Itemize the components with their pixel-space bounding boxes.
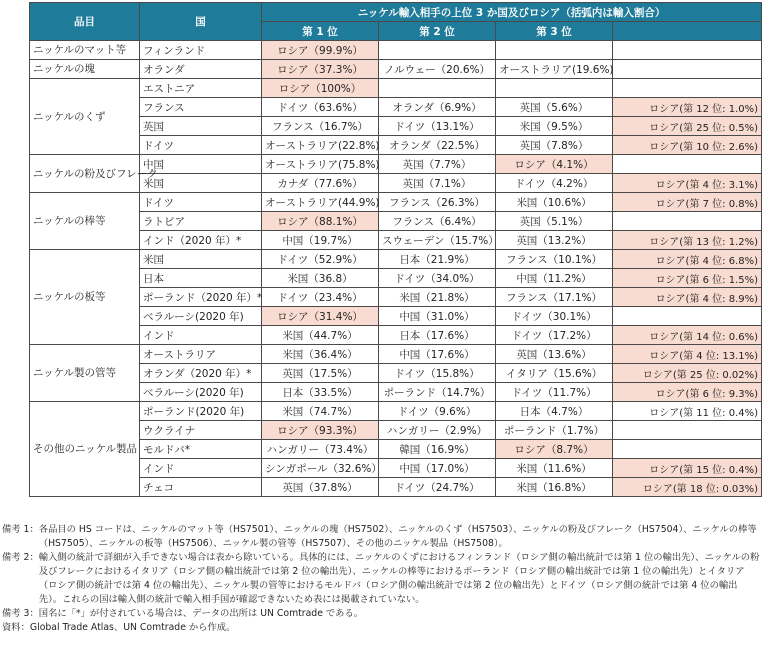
russia-rank-cell: [613, 440, 762, 459]
table-row: [30, 117, 762, 136]
russia-rank-cell: ロシア(第 11 位: 0.4%): [613, 402, 762, 421]
country-cell: エストニア: [140, 79, 262, 98]
table-row: [30, 193, 762, 212]
rank2-cell: フランス（26.3%）: [379, 193, 496, 212]
rank1-cell: ドイツ（23.4%）: [262, 288, 379, 307]
table-row: [30, 440, 762, 459]
rank2-cell: ドイツ（24.7%）: [379, 478, 496, 497]
country-cell: オーストラリア: [140, 345, 262, 364]
rank1-cell: 英国（17.5%）: [262, 364, 379, 383]
russia-rank-cell: ロシア(第 6 位: 9.3%): [613, 383, 762, 402]
rank3-cell: ロシア（4.1%）: [496, 155, 613, 174]
country-cell: インド: [140, 459, 262, 478]
country-cell: 英国: [140, 117, 262, 136]
table-row: [30, 459, 762, 478]
country-cell: オランダ: [140, 60, 262, 79]
item-cell: ニッケル製の管等: [30, 345, 140, 402]
rank2-cell: [379, 79, 496, 98]
russia-rank-cell: ロシア(第 18 位: 0.03%): [613, 478, 762, 497]
country-cell: ポーランド(2020 年): [140, 402, 262, 421]
rank3-cell: [496, 41, 613, 60]
header-item: 品目: [30, 3, 140, 41]
rank3-cell: 米国（11.6%）: [496, 459, 613, 478]
russia-rank-cell: ロシア(第 4 位: 13.1%): [613, 345, 762, 364]
table-row: [30, 79, 762, 98]
rank1-cell: 米国（36.4%）: [262, 345, 379, 364]
table-row: [30, 250, 762, 269]
header-rank1: 第 1 位: [262, 22, 379, 41]
country-cell: インド: [140, 326, 262, 345]
rank3-cell: 米国（16.8%）: [496, 478, 613, 497]
rank1-cell: ロシア（100%）: [262, 79, 379, 98]
russia-rank-cell: [613, 421, 762, 440]
item-cell: ニッケルのくず: [30, 79, 140, 155]
country-cell: ポーランド（2020 年）*: [140, 288, 262, 307]
rank2-cell: 韓国（16.9%）: [379, 440, 496, 459]
rank1-cell: 中国（19.7%）: [262, 231, 379, 250]
rank3-cell: ドイツ（4.2%）: [496, 174, 613, 193]
country-cell: フランス: [140, 98, 262, 117]
country-cell: オランダ（2020 年）*: [140, 364, 262, 383]
russia-rank-cell: ロシア(第 6 位: 1.5%): [613, 269, 762, 288]
rank3-cell: 英国（13.6%）: [496, 345, 613, 364]
table-row: [30, 307, 762, 326]
nickel-import-table: [29, 2, 762, 497]
header-country: 国: [140, 3, 262, 41]
note-label: 備考 1：: [2, 524, 39, 535]
table-row: [30, 383, 762, 402]
rank2-cell: オランダ（22.5%）: [379, 136, 496, 155]
item-cell: ニッケルの棒等: [30, 193, 140, 250]
country-cell: ベラルーシ(2020 年): [140, 383, 262, 402]
rank1-cell: ドイツ（52.9%）: [262, 250, 379, 269]
note-label: 備考 3：: [2, 608, 39, 619]
note-text: 各品目の HS コードは、ニッケルのマット等（HS7501）、ニッケルの塊（HS7502）、ニッケルのくず（HS7503）、ニッケルの粉及びフレーク（HS7504）、ニッケルの棒等（HS7505）、ニッケルの板等（HS7506）、ニッケル製の管等（HS7507）、その他のニッケル製品（HS7508）。: [38, 524, 757, 549]
item-cell: ニッケルの粉及びフレーク: [30, 155, 140, 193]
russia-rank-cell: ロシア(第 15 位: 0.4%): [613, 459, 762, 478]
country-cell: ドイツ: [140, 193, 262, 212]
rank3-cell: 英国（7.8%）: [496, 136, 613, 155]
item-cell: ニッケルの板等: [30, 250, 140, 345]
country-cell: 米国: [140, 174, 262, 193]
rank2-cell: 日本（21.9%）: [379, 250, 496, 269]
rank3-cell: 米国（9.5%）: [496, 117, 613, 136]
rank2-cell: [379, 41, 496, 60]
rank3-cell: フランス（10.1%）: [496, 250, 613, 269]
notes: [2, 523, 760, 635]
item-cell: その他のニッケル製品: [30, 402, 140, 497]
rank3-cell: フランス（17.1%）: [496, 288, 613, 307]
russia-rank-cell: ロシア(第 12 位: 1.0%): [613, 98, 762, 117]
russia-rank-cell: ロシア(第 4 位: 3.1%): [613, 174, 762, 193]
rank2-cell: ハンガリー（2.9%）: [379, 421, 496, 440]
note-label: 資料：: [2, 622, 30, 633]
country-cell: モルドバ*: [140, 440, 262, 459]
header-russia: [613, 22, 762, 41]
rank1-cell: ドイツ（63.6%）: [262, 98, 379, 117]
table-row: [30, 98, 762, 117]
rank2-cell: 日本（17.6%）: [379, 326, 496, 345]
table-row: [30, 402, 762, 421]
russia-rank-cell: [613, 212, 762, 231]
russia-rank-cell: ロシア(第 25 位: 0.02%): [613, 364, 762, 383]
russia-rank-cell: [613, 307, 762, 326]
rank2-cell: ドイツ（34.0%）: [379, 269, 496, 288]
rank2-cell: 中国（17.0%）: [379, 459, 496, 478]
rank1-cell: ロシア（99.9%）: [262, 41, 379, 60]
russia-rank-cell: ロシア(第 10 位: 2.6%): [613, 136, 762, 155]
rank1-cell: 米国（36.8）: [262, 269, 379, 288]
russia-rank-cell: [613, 155, 762, 174]
rank3-cell: [496, 79, 613, 98]
rank3-cell: 英国（13.2%）: [496, 231, 613, 250]
rank1-cell: オーストラリア(75.8%): [262, 155, 379, 174]
note-line: [2, 607, 760, 621]
table-row: [30, 212, 762, 231]
country-cell: 中国: [140, 155, 262, 174]
rank2-cell: 中国（31.0%）: [379, 307, 496, 326]
russia-rank-cell: ロシア(第 4 位: 8.9%): [613, 288, 762, 307]
rank2-cell: ドイツ（15.8%）: [379, 364, 496, 383]
rank1-cell: 英国（37.8%）: [262, 478, 379, 497]
note-line: [2, 523, 760, 551]
country-cell: 日本: [140, 269, 262, 288]
rank1-cell: オーストラリア(44.9%): [262, 193, 379, 212]
rank3-cell: イタリア（15.6%）: [496, 364, 613, 383]
russia-rank-cell: ロシア(第 13 位: 1.2%): [613, 231, 762, 250]
rank1-cell: ハンガリー（73.4%）: [262, 440, 379, 459]
rank2-cell: ポーランド（14.7%）: [379, 383, 496, 402]
rank3-cell: オーストラリア(19.6%): [496, 60, 613, 79]
note-text: 輸入側の統計で詳細が入手できない場合は表から除いている。具体的には、ニッケルのくずにおけるフィンランド（ロシア側の輸出統計では第 1 位の輸出先）、ニッケルの粉及びフレークにおけるイタリア（ロシア側の輸出統計では第 2 位の輸出先）、ニッケルの棒等におけるポーランド（ロシア側の輸出統計では第 1 位の輸出先）とイタリア（ロシア側の統計では第 4 位の輸出先）、ニッケル製の管等におけるモルドバ（ロシア側の輸出統計では第 2 位の輸出先）とドイツ（ロシア側の統計では第 4 位の輸出先）。これらの国は輸入側の統計で輸入相手国が確認できないため表には掲載されていない。: [38, 552, 760, 605]
rank1-cell: ロシア（37.3%）: [262, 60, 379, 79]
country-cell: 米国: [140, 250, 262, 269]
russia-rank-cell: [613, 79, 762, 98]
rank3-cell: 英国（5.6%）: [496, 98, 613, 117]
russia-rank-cell: ロシア(第 25 位: 0.5%): [613, 117, 762, 136]
rank3-cell: 日本（4.7%）: [496, 402, 613, 421]
rank3-cell: ロシア（8.7%）: [496, 440, 613, 459]
table-row: [30, 326, 762, 345]
russia-rank-cell: ロシア(第 4 位: 6.8%): [613, 250, 762, 269]
rank1-cell: 米国（44.7%）: [262, 326, 379, 345]
rank2-cell: スウェーデン（15.7%）: [379, 231, 496, 250]
table-row: [30, 364, 762, 383]
rank1-cell: 米国（74.7%）: [262, 402, 379, 421]
rank3-cell: 英国（5.1%）: [496, 212, 613, 231]
table-row: [30, 136, 762, 155]
rank2-cell: 英国（7.7%）: [379, 155, 496, 174]
table-row: [30, 421, 762, 440]
rank2-cell: 米国（21.8%）: [379, 288, 496, 307]
note-text: 国名に「*」が付されている場合は、データの出所は UN Comtrade である。: [38, 608, 364, 619]
rank2-cell: ドイツ（13.1%）: [379, 117, 496, 136]
rank3-cell: ドイツ（30.1%）: [496, 307, 613, 326]
rank3-cell: ドイツ（17.2%）: [496, 326, 613, 345]
rank1-cell: フランス（16.7%）: [262, 117, 379, 136]
russia-rank-cell: [613, 60, 762, 79]
rank1-cell: 日本（33.5%）: [262, 383, 379, 402]
rank3-cell: ポーランド（1.7%）: [496, 421, 613, 440]
table-body: [30, 41, 762, 497]
table-row: [30, 288, 762, 307]
country-cell: インド（2020 年）*: [140, 231, 262, 250]
table-row: [30, 155, 762, 174]
rank1-cell: ロシア（88.1%）: [262, 212, 379, 231]
rank2-cell: ドイツ（9.6%）: [379, 402, 496, 421]
item-cell: ニッケルの塊: [30, 60, 140, 79]
rank1-cell: シンガポール（32.6%）: [262, 459, 379, 478]
rank2-cell: ノルウェー（20.6%）: [379, 60, 496, 79]
country-cell: ウクライナ: [140, 421, 262, 440]
rank1-cell: ロシア（31.4%）: [262, 307, 379, 326]
rank2-cell: 英国（7.1%）: [379, 174, 496, 193]
country-cell: チェコ: [140, 478, 262, 497]
note-label: 備考 2：: [2, 552, 39, 563]
rank2-cell: 中国（17.6%）: [379, 345, 496, 364]
table-row: [30, 231, 762, 250]
rank1-cell: ロシア（93.3%）: [262, 421, 379, 440]
rank1-cell: カナダ（77.6%）: [262, 174, 379, 193]
table-row: [30, 478, 762, 497]
rank2-cell: オランダ（6.9%）: [379, 98, 496, 117]
table-row: [30, 60, 762, 79]
table-row: [30, 41, 762, 60]
russia-rank-cell: ロシア(第 14 位: 0.6%): [613, 326, 762, 345]
header-rank2: 第 2 位: [379, 22, 496, 41]
note-line: [2, 551, 760, 607]
russia-rank-cell: [613, 41, 762, 60]
rank3-cell: 米国（10.6%）: [496, 193, 613, 212]
rank3-cell: 中国（11.2%）: [496, 269, 613, 288]
note-line: [2, 621, 760, 635]
russia-rank-cell: ロシア(第 7 位: 0.8%): [613, 193, 762, 212]
header-group: ニッケル輸入相手の上位 3 か国及びロシア（括弧内は輸入割合）: [262, 3, 762, 22]
country-cell: ドイツ: [140, 136, 262, 155]
rank1-cell: オーストラリア(22.8%): [262, 136, 379, 155]
note-text: Global Trade Atlas、UN Comtrade から作成。: [29, 622, 236, 633]
rank3-cell: ドイツ（11.7%）: [496, 383, 613, 402]
country-cell: ラトビア: [140, 212, 262, 231]
rank2-cell: フランス（6.4%）: [379, 212, 496, 231]
country-cell: フィンランド: [140, 41, 262, 60]
country-cell: ベラルーシ(2020 年): [140, 307, 262, 326]
table-row: [30, 345, 762, 364]
table-row: [30, 269, 762, 288]
header-rank3: 第 3 位: [496, 22, 613, 41]
item-cell: ニッケルのマット等: [30, 41, 140, 60]
